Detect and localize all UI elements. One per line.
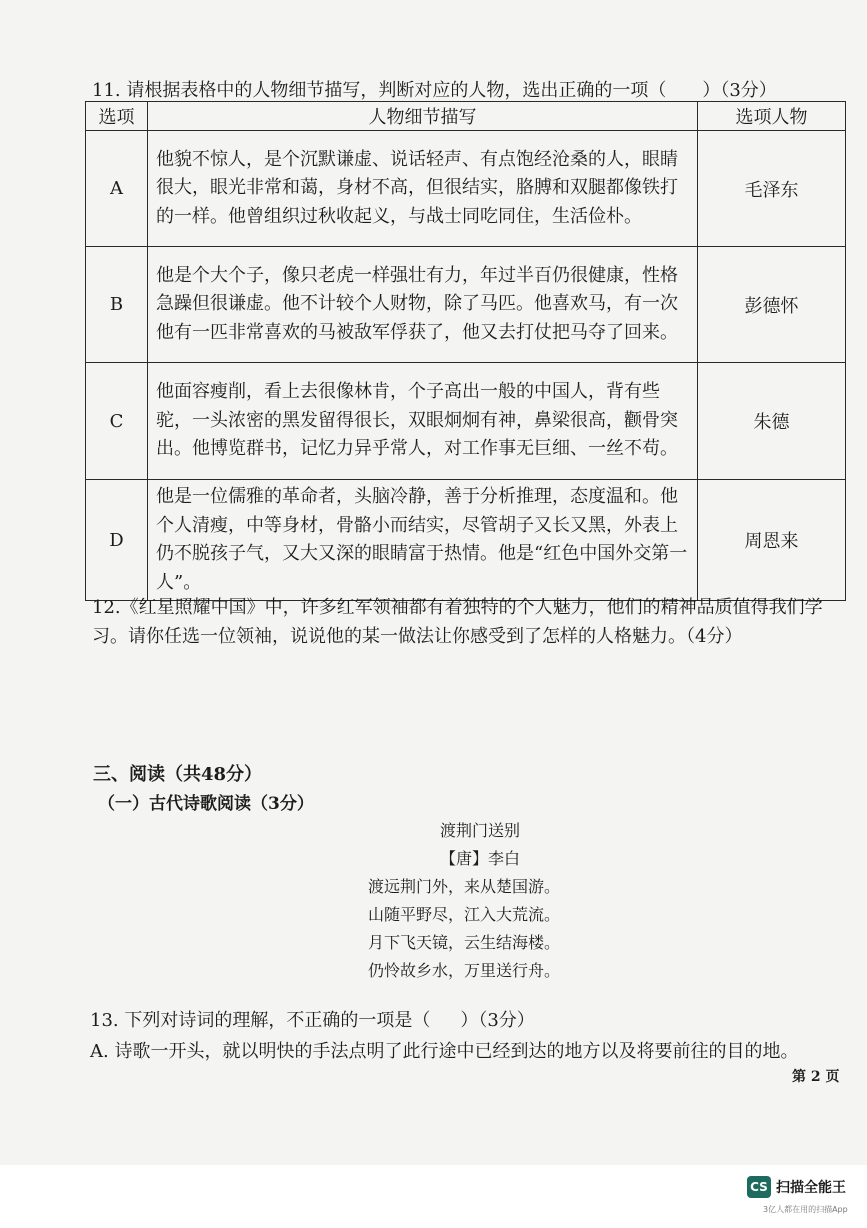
scanner-tagline: 3亿人都在用的扫描App bbox=[763, 1205, 848, 1214]
poem-line: 山随平野尽，江入大荒流。 bbox=[368, 905, 561, 924]
option-label: C bbox=[86, 363, 148, 480]
question-11-stem bbox=[92, 76, 852, 102]
table-header-row bbox=[86, 102, 846, 131]
poem-author: 【唐】李白 bbox=[439, 849, 520, 868]
character-name: 周恩来 bbox=[698, 480, 846, 601]
table-row bbox=[86, 247, 846, 363]
question-12: 12.《红星照耀中国》中，许多红军领袖都有着独特的个人魅力，他们的精神品质值得我们学习。请你任选一位领袖，说说他的某一做法让你感受到了怎样的人格魅力。（4分） bbox=[92, 597, 823, 647]
header-option: 选项 bbox=[86, 102, 148, 131]
poem-line: 仍怜故乡水，万里送行舟。 bbox=[368, 961, 561, 980]
camscanner-logo-icon: CS bbox=[747, 1176, 771, 1198]
poem-title: 渡荆门送别 bbox=[439, 821, 520, 840]
option-label: D bbox=[86, 480, 148, 601]
character-detail-table bbox=[85, 101, 846, 601]
character-name: 朱德 bbox=[698, 363, 846, 480]
table-row bbox=[86, 363, 846, 480]
subsection-title: （一）古代诗歌阅读（3分） bbox=[98, 794, 314, 814]
character-description: 他貌不惊人，是个沉默谦虚、说话轻声、有点饱经沧桑的人，眼睛很大，眼光非常和蔼，身材不高，但很结实，胳膊和双腿都像铁打的一样。他曾组织过秋收起义，与战士同吃同住，生活俭朴。 bbox=[148, 131, 698, 247]
question-13-score: ）（3分） bbox=[460, 1010, 535, 1031]
question-13-stem bbox=[90, 1006, 535, 1032]
header-person: 选项人物 bbox=[698, 102, 846, 131]
poem-body bbox=[368, 873, 560, 985]
question-13-option-a: A. 诗歌一开头，就以明快的手法点明了此行途中已经到达的地方以及将要前往的目的地。 bbox=[90, 1041, 799, 1062]
table-row bbox=[86, 131, 846, 247]
option-label: A bbox=[86, 131, 148, 247]
character-description: 他是个大个子，像只老虎一样强壮有力，年过半百仍很健康，性格急躁但很谦虚。他不计较个人财物，除了马匹。他喜欢马，有一次他有一匹非常喜欢的马被敌军俘获了，他又去打仗把马夺了回来。 bbox=[148, 247, 698, 363]
scanner-app-name: 扫描全能王 bbox=[776, 1180, 846, 1196]
question-13-text: 13. 下列对诗词的理解，不正确的一项是（ bbox=[90, 1010, 431, 1031]
page-number: 第 2 页 bbox=[792, 1069, 840, 1085]
scanner-watermark bbox=[747, 1176, 846, 1198]
character-name: 毛泽东 bbox=[698, 131, 846, 247]
poem-line: 月下飞天镜，云生结海楼。 bbox=[368, 933, 561, 952]
character-name: 彭德怀 bbox=[698, 247, 846, 363]
question-11-text: 11. 请根据表格中的人物细节描写，判断对应的人物，选出正确的一项（ bbox=[92, 80, 667, 101]
section-title: 三、阅读（共48分） bbox=[93, 764, 263, 785]
question-11-score: ）（3分） bbox=[702, 80, 777, 101]
table-row bbox=[86, 480, 846, 601]
character-description: 他面容瘦削，看上去很像林肯，个子高出一般的中国人，背有些驼，一头浓密的黑发留得很长，双眼炯炯有神，鼻梁很高，颧骨突出。他博览群书，记忆力异乎常人，对工作事无巨细、一丝不苟。 bbox=[148, 363, 698, 480]
header-description: 人物细节描写 bbox=[148, 102, 698, 131]
poem-line: 渡远荆门外，来从楚国游。 bbox=[368, 877, 561, 896]
character-description: 他是一位儒雅的革命者，头脑冷静，善于分析推理，态度温和。他个人清瘦，中等身材，骨骼小而结实，尽管胡子又长又黑，外表上仍不脱孩子气，又大又深的眼睛富于热情。他是“红色中国外交第一人”。 bbox=[148, 480, 698, 601]
option-label: B bbox=[86, 247, 148, 363]
